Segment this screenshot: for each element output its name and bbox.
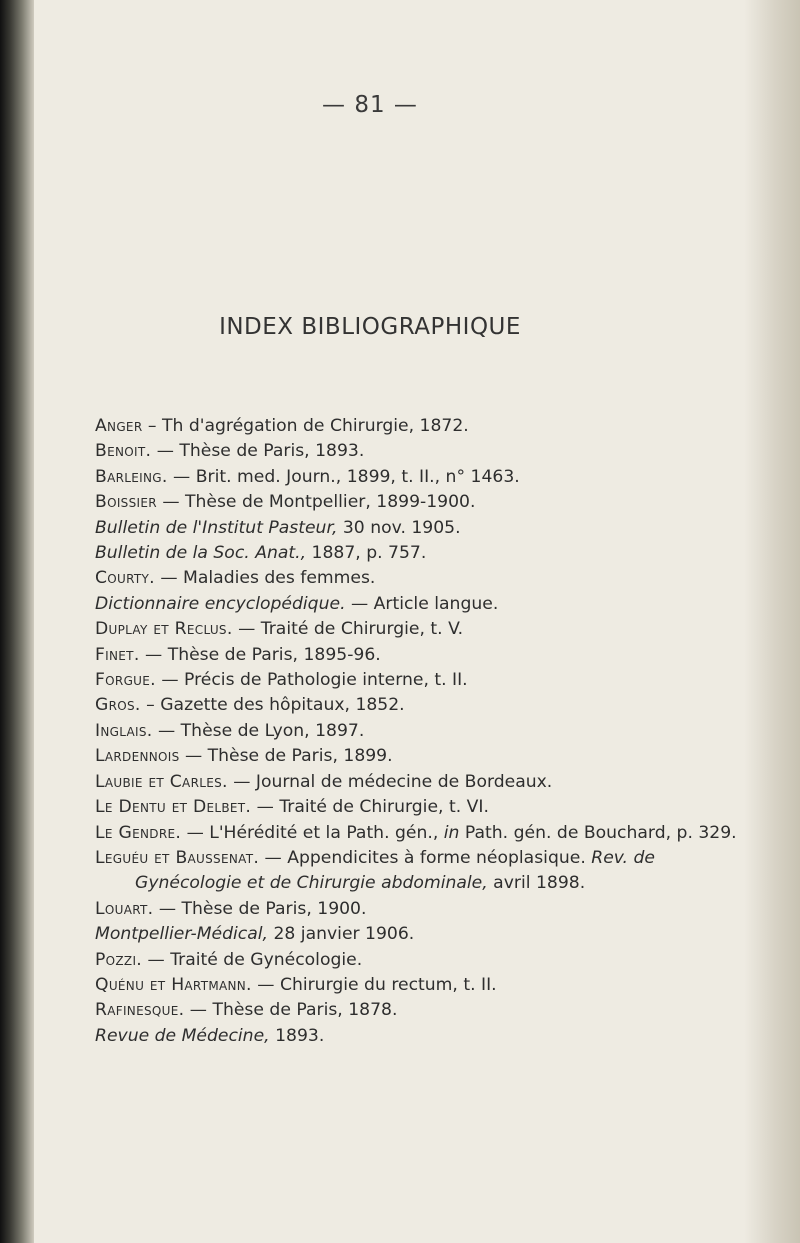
list-item: Courty. — Maladies des femmes. (95, 568, 376, 589)
list-item: Revue de Médecine, 1893. (95, 1025, 325, 1046)
list-item: Le Gendre. — L'Hérédité et la Path. gén., in Path. gén. de Bouchard, p. 329. (95, 822, 737, 843)
page-edge (744, 0, 800, 1243)
list-item: Bulletin de la Soc. Anat., 1887, p. 757. (95, 543, 427, 564)
list-item: Inglais. — Thèse de Lyon, 1897. (95, 720, 365, 741)
list-item: Anger – Th d'agrégation de Chirurgie, 1872. (95, 416, 469, 436)
page-title: INDEX BIBLIOGRAPHIQUE (219, 314, 521, 340)
list-item: Barleing. — Brit. med. Journ., 1899, t. II., n° 1463. (95, 466, 520, 487)
list-item: Laubie et Carles. — Journal de médecine de Bordeaux. (95, 771, 553, 792)
book-binding-shadow (0, 0, 34, 1243)
list-item: Louart. — Thèse de Paris, 1900. (95, 898, 367, 919)
list-item: Boissier — Thèse de Montpellier, 1899-1900. (95, 492, 476, 513)
list-item: Gros. – Gazette des hôpitaux, 1852. (95, 695, 405, 716)
list-item: Montpellier-Médical, 28 janvier 1906. (95, 924, 415, 945)
page-number: — 81 — (322, 92, 418, 118)
list-item: Pozzi. — Traité de Gynécologie. (95, 949, 363, 970)
list-item: Rafinesque. — Thèse de Paris, 1878. (95, 1000, 398, 1021)
bibliography-list (95, 414, 745, 1049)
list-item: Le Dentu et Delbet. — Traité de Chirurgie, t. VI. (95, 797, 489, 818)
list-item: Leguéu et Baussenat. — Appendicites à forme néoplasique. Rev. de Gynécologie et de Chirurgie abdominale, avril 1898. (95, 847, 655, 894)
list-item: Bulletin de l'Institut Pasteur, 30 nov. 1905. (95, 517, 461, 538)
list-item: Lardennois — Thèse de Paris, 1899. (95, 746, 393, 767)
list-item: Quénu et Hartmann. — Chirurgie du rectum, t. II. (95, 974, 497, 995)
list-item: Duplay et Reclus. — Traité de Chirurgie, t. V. (95, 619, 464, 640)
list-item: Forgue. — Précis de Pathologie interne, t. II. (95, 670, 468, 691)
list-item: Dictionnaire encyclopédique. — Article langue. (95, 593, 499, 614)
list-item: Finet. — Thèse de Paris, 1895-96. (95, 644, 381, 665)
list-item: Benoit. — Thèse de Paris, 1893. (95, 441, 365, 462)
